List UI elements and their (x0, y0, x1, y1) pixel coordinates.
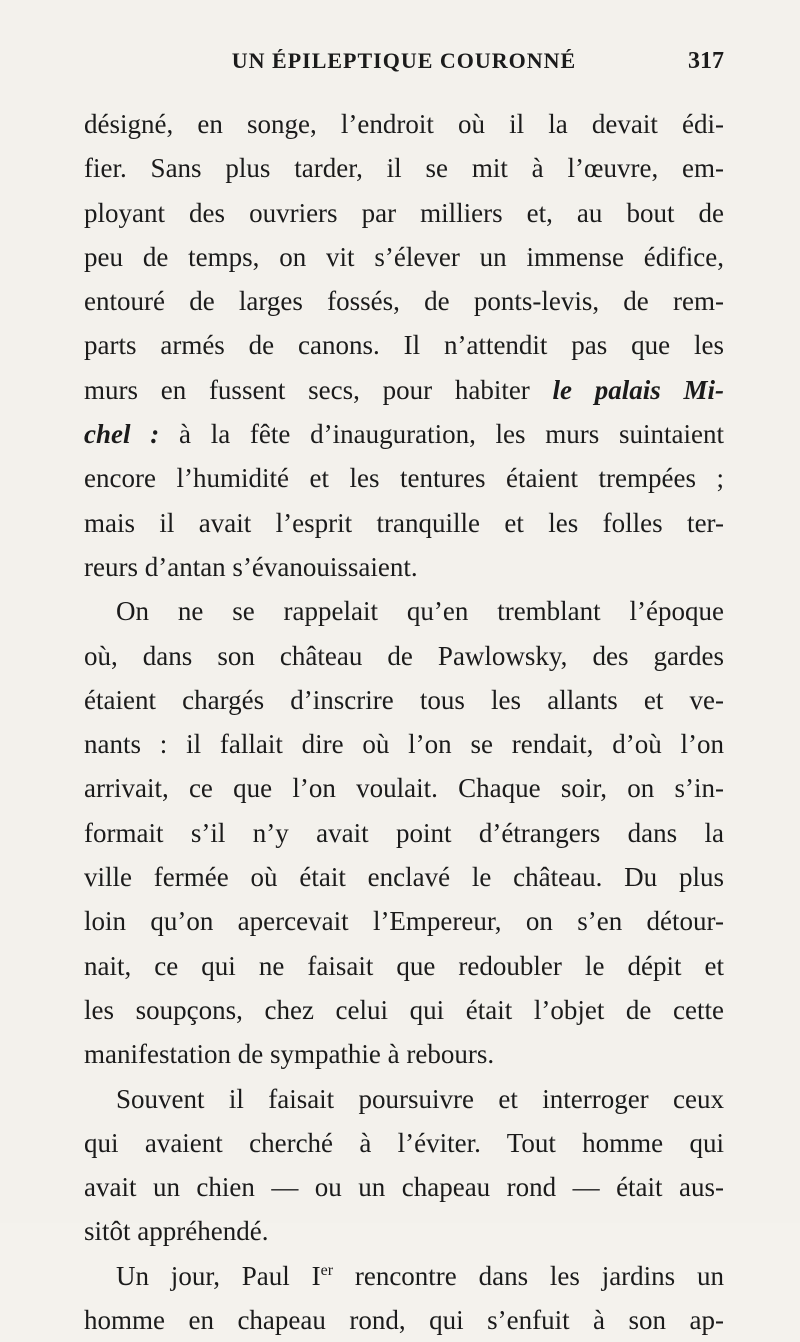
italic-phrase: le palais Mi- (552, 374, 724, 405)
text-line: qui avaient cherché à l’éviter. Tout homme qui (84, 1127, 724, 1158)
italic-phrase: chel : (84, 419, 160, 450)
text-line: ville fermée où était enclavé le château. Du plus (84, 862, 724, 893)
text-line: parts armés de canons. Il n’attendit pas que les (84, 330, 724, 361)
text-line: encore l’humidité et les tentures étaient trempées ; (84, 463, 724, 494)
text-line: peu de temps, on vit s’élever un immense édifice, (84, 241, 724, 272)
text-line: homme en chapeau rond, qui s’enfuit à son ap- (84, 1305, 724, 1336)
text-line: manifestation de sympathie à rebours. (84, 1039, 495, 1070)
text-segment: rencontre dans les jardins un (354, 1260, 724, 1291)
superscript: er (320, 1261, 334, 1279)
text-line: arrivait, ce que l’on voulait. Chaque soir, on s’in- (84, 773, 724, 804)
text-line: étaient chargés d’inscrire tous les allants et ve- (84, 684, 724, 715)
text-line: fier. Sans plus tarder, il se mit à l’œuvre, em- (84, 153, 724, 184)
text-segment: à la fête d’inauguration, les murs suintaient (178, 419, 725, 450)
text-line: nants : il fallait dire où l’on se rendait, d’où l’on (84, 729, 724, 760)
text-line: formait s’il n’y avait point d’étrangers dans la (84, 817, 724, 848)
text-line: loin qu’on apercevait l’Empereur, on s’en détour- (84, 906, 724, 937)
text-line (84, 368, 724, 412)
text-line: nait, ce qui ne faisait que redoubler le dépit et (84, 950, 724, 981)
text-line: où, dans son château de Pawlowsky, des gardes (84, 640, 724, 671)
text-line: reurs d’antan s’évanouissaient. (84, 551, 418, 582)
text-line (84, 1254, 724, 1298)
text-segment: Un jour, Paul I (116, 1260, 321, 1291)
running-head (84, 48, 724, 88)
text-line: avait un chien — ou un chapeau rond — était aus- (84, 1172, 724, 1203)
text-line: sitôt appréhendé. (84, 1216, 269, 1247)
text-line: ployant des ouvriers par milliers et, au bout de (84, 197, 724, 228)
page-number: 317 (688, 48, 724, 74)
text-segment: murs en fussent secs, pour habiter (84, 374, 530, 405)
running-title: UN ÉPILEPTIQUE COURONNÉ (231, 48, 577, 73)
text-line (84, 412, 724, 456)
text-line: Souvent il faisait poursuivre et interroger ceux (116, 1083, 724, 1114)
text-line: On ne se rappelait qu’en tremblant l’époque (116, 596, 724, 627)
text-line: désigné, en songe, l’endroit où il la devait édi- (84, 109, 724, 139)
text-line: entouré de larges fossés, de ponts-levis, de rem- (84, 286, 724, 317)
text-line: mais il avait l’esprit tranquille et les folles ter- (84, 507, 724, 538)
body-text (84, 102, 724, 1342)
text-line: les soupçons, chez celui qui était l’objet de cette (84, 994, 724, 1025)
